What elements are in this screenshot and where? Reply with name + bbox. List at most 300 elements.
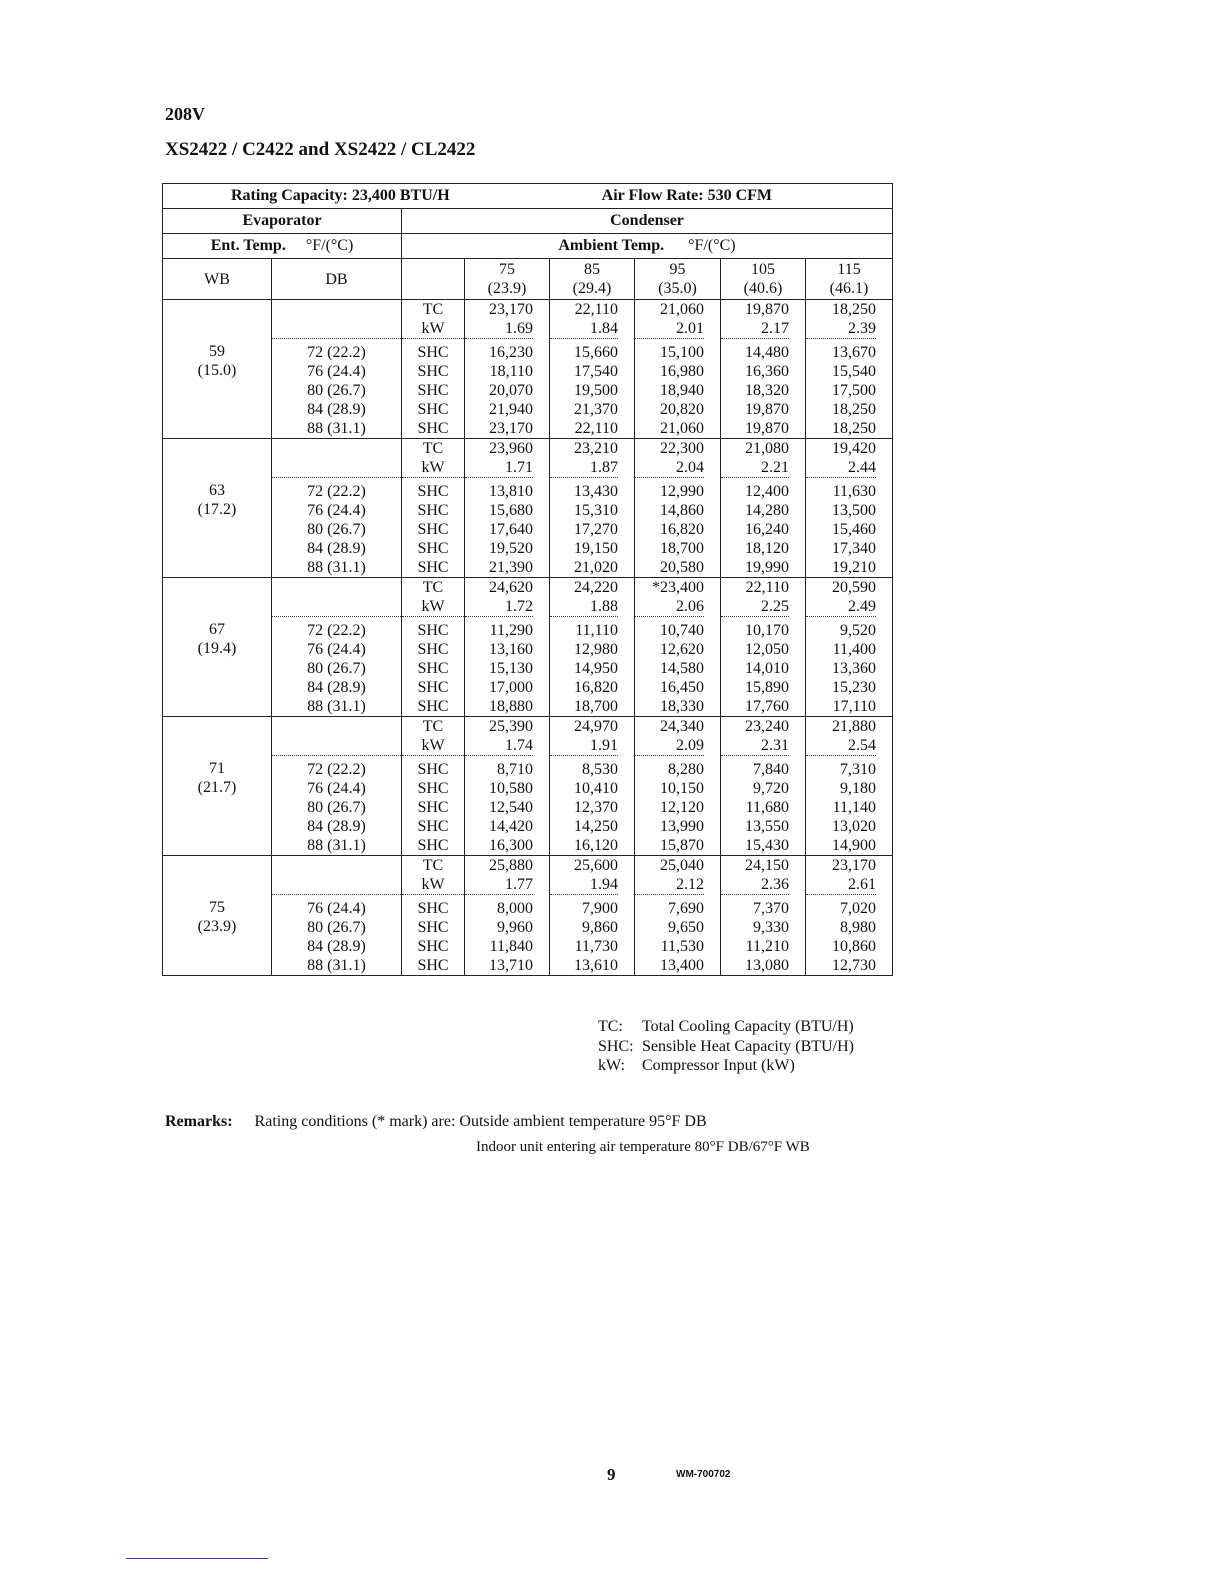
evaporator-header: Evaporator bbox=[163, 209, 402, 234]
shc-value: 9,720 bbox=[753, 780, 789, 797]
kw-value: 1.91 bbox=[550, 736, 618, 756]
kw-label: kW bbox=[402, 736, 464, 756]
shc-value: 12,370 bbox=[574, 799, 618, 816]
db-cell bbox=[272, 300, 402, 439]
db-value: 76 (24.4) bbox=[307, 780, 366, 797]
value-cell bbox=[806, 300, 893, 439]
kw-value: 2.09 bbox=[635, 736, 704, 756]
shc-value: 11,530 bbox=[660, 938, 704, 955]
tc-label: TC bbox=[422, 579, 444, 596]
shc-value: 9,330 bbox=[753, 919, 789, 936]
shc-value: 12,540 bbox=[489, 799, 533, 816]
shc-value: 15,660 bbox=[574, 344, 618, 361]
db-value: 88 (31.1) bbox=[307, 559, 366, 576]
ambient-temp-unit: °F/(°C) bbox=[688, 237, 736, 254]
shc-value: 11,210 bbox=[745, 938, 789, 955]
shc-label: SHC bbox=[417, 679, 449, 696]
shc-label: SHC bbox=[417, 502, 449, 519]
shc-value: 13,500 bbox=[832, 502, 876, 519]
shc-value: 17,270 bbox=[574, 521, 618, 538]
db-value: 88 (31.1) bbox=[307, 957, 366, 974]
shc-value: 17,540 bbox=[574, 363, 618, 380]
shc-value: 17,110 bbox=[832, 698, 876, 715]
ambient-col-c: (40.6) bbox=[743, 280, 783, 297]
tc-value: 19,420 bbox=[832, 440, 876, 457]
db-value: 88 (31.1) bbox=[307, 698, 366, 715]
tc-value: 25,390 bbox=[489, 718, 533, 735]
legend-key: SHC: bbox=[598, 1037, 634, 1055]
spacer-line bbox=[272, 319, 401, 339]
value-cell bbox=[721, 300, 806, 439]
shc-value: 13,810 bbox=[489, 483, 533, 500]
value-cell bbox=[635, 439, 721, 578]
shc-label: SHC bbox=[417, 483, 449, 500]
shc-label: SHC bbox=[417, 401, 449, 418]
ambient-col-header bbox=[806, 259, 893, 300]
shc-label: SHC bbox=[417, 837, 449, 854]
kw-value: 2.25 bbox=[721, 597, 789, 617]
shc-label: SHC bbox=[417, 559, 449, 576]
shc-value: 20,820 bbox=[660, 401, 704, 418]
shc-label: SHC bbox=[417, 622, 449, 639]
shc-value: 15,680 bbox=[489, 502, 533, 519]
air-flow-rate: Air Flow Rate: 530 CFM bbox=[601, 187, 772, 204]
shc-value: 17,760 bbox=[745, 698, 789, 715]
kw-value: 1.88 bbox=[550, 597, 618, 617]
shc-value: 12,730 bbox=[832, 957, 876, 974]
tc-value: 23,210 bbox=[574, 440, 618, 457]
shc-value: 20,070 bbox=[489, 382, 533, 399]
shc-value: 19,870 bbox=[745, 401, 789, 418]
shc-value: 11,110 bbox=[575, 622, 618, 639]
shc-value: 7,900 bbox=[582, 900, 618, 917]
legend-desc: Compressor Input (kW) bbox=[642, 1057, 795, 1074]
wb-c: (15.0) bbox=[197, 362, 237, 379]
spacer-line bbox=[163, 300, 271, 319]
shc-value: 23,170 bbox=[489, 420, 533, 437]
wb-f: 71 bbox=[209, 760, 225, 777]
shc-value: 7,690 bbox=[668, 900, 704, 917]
shc-label: SHC bbox=[417, 382, 449, 399]
shc-value: 13,710 bbox=[489, 957, 533, 974]
tc-value: 23,170 bbox=[832, 857, 876, 874]
shc-label: SHC bbox=[417, 363, 449, 380]
kw-value: 1.72 bbox=[465, 597, 533, 617]
shc-value: 16,240 bbox=[745, 521, 789, 538]
shc-value: 9,960 bbox=[497, 919, 533, 936]
value-cell bbox=[721, 578, 806, 717]
shc-value: 9,860 bbox=[582, 919, 618, 936]
tc-value: 21,060 bbox=[660, 301, 704, 318]
shc-value: 13,550 bbox=[745, 818, 789, 835]
shc-value: 9,650 bbox=[668, 919, 704, 936]
kw-value: 2.12 bbox=[635, 875, 704, 895]
shc-value: 11,840 bbox=[489, 938, 533, 955]
tc-value: 23,170 bbox=[489, 301, 533, 318]
value-cell bbox=[465, 717, 550, 856]
wb-group-row bbox=[163, 300, 893, 439]
kw-value: 2.44 bbox=[806, 458, 876, 478]
value-cell bbox=[806, 439, 893, 578]
shc-value: 16,450 bbox=[660, 679, 704, 696]
shc-value: 11,290 bbox=[489, 622, 533, 639]
db-value: 72 (22.2) bbox=[307, 344, 366, 361]
rating-capacity: Rating Capacity: 23,400 BTU/H bbox=[231, 187, 450, 204]
db-cell bbox=[272, 578, 402, 717]
shc-value: 14,950 bbox=[574, 660, 618, 677]
value-cell bbox=[806, 856, 893, 976]
shc-value: 16,230 bbox=[489, 344, 533, 361]
shc-value: 22,110 bbox=[574, 420, 618, 437]
wb-cell bbox=[163, 856, 272, 976]
type-cell bbox=[402, 439, 465, 578]
spacer-line bbox=[272, 597, 401, 617]
wb-cell bbox=[163, 300, 272, 439]
tc-value: 23,240 bbox=[745, 718, 789, 735]
kw-value: 2.01 bbox=[635, 319, 704, 339]
shc-value: 16,360 bbox=[745, 363, 789, 380]
shc-value: 11,400 bbox=[832, 641, 876, 658]
ent-temp-unit: °F/(°C) bbox=[305, 237, 354, 254]
shc-label: SHC bbox=[417, 521, 449, 538]
type-cell bbox=[402, 856, 465, 976]
shc-value: 19,150 bbox=[574, 540, 618, 557]
type-cell bbox=[402, 578, 465, 717]
shc-value: 12,990 bbox=[660, 483, 704, 500]
wb-f: 67 bbox=[209, 621, 225, 638]
db-cell bbox=[272, 717, 402, 856]
shc-value: 19,210 bbox=[832, 559, 876, 576]
tc-value: 24,620 bbox=[489, 579, 533, 596]
ent-temp-header bbox=[163, 234, 402, 259]
shc-value: 8,280 bbox=[668, 761, 704, 778]
shc-value: 7,020 bbox=[840, 900, 876, 917]
tc-value: *23,400 bbox=[652, 579, 704, 596]
db-cell bbox=[272, 439, 402, 578]
shc-value: 8,980 bbox=[840, 919, 876, 936]
value-cell bbox=[806, 578, 893, 717]
shc-label: SHC bbox=[417, 900, 449, 917]
shc-value: 14,860 bbox=[660, 502, 704, 519]
tc-value: 22,110 bbox=[745, 579, 789, 596]
kw-value: 2.21 bbox=[721, 458, 789, 478]
kw-value: 2.61 bbox=[806, 875, 876, 895]
db-value: 80 (26.7) bbox=[307, 382, 366, 399]
shc-value: 18,700 bbox=[574, 698, 618, 715]
ent-temp-label: Ent. Temp. bbox=[210, 237, 286, 254]
remarks-line-2: Indoor unit entering air temperature 80°F DB/67°F WB bbox=[476, 1139, 810, 1155]
shc-value: 21,370 bbox=[574, 401, 618, 418]
db-value: 80 (26.7) bbox=[307, 919, 366, 936]
shc-value: 19,870 bbox=[745, 420, 789, 437]
tc-label: TC bbox=[422, 857, 444, 874]
shc-value: 15,130 bbox=[489, 660, 533, 677]
shc-value: 7,840 bbox=[753, 761, 789, 778]
remarks-line-1: Rating conditions (* mark) are: Outside ambient temperature 95°F DB bbox=[254, 1113, 707, 1130]
legend-item bbox=[598, 1017, 854, 1037]
db-value: 84 (28.9) bbox=[307, 679, 366, 696]
tc-value: 18,250 bbox=[832, 301, 876, 318]
legend-desc: Total Cooling Capacity (BTU/H) bbox=[642, 1018, 854, 1035]
db-value: 76 (24.4) bbox=[307, 641, 366, 658]
shc-value: 12,120 bbox=[660, 799, 704, 816]
shc-value: 12,400 bbox=[745, 483, 789, 500]
legend bbox=[598, 1017, 854, 1076]
kw-value: 1.69 bbox=[465, 319, 533, 339]
shc-value: 10,170 bbox=[745, 622, 789, 639]
shc-value: 9,520 bbox=[840, 622, 876, 639]
shc-value: 13,430 bbox=[574, 483, 618, 500]
shc-value: 19,500 bbox=[574, 382, 618, 399]
db-value: 76 (24.4) bbox=[307, 502, 366, 519]
shc-value: 21,390 bbox=[489, 559, 533, 576]
shc-value: 14,250 bbox=[574, 818, 618, 835]
kw-value: 2.06 bbox=[635, 597, 704, 617]
rating-row bbox=[163, 184, 893, 209]
kw-label: kW bbox=[402, 597, 464, 617]
shc-value: 19,520 bbox=[489, 540, 533, 557]
wb-group-row bbox=[163, 439, 893, 578]
shc-value: 18,320 bbox=[745, 382, 789, 399]
kw-value: 1.87 bbox=[550, 458, 618, 478]
remarks bbox=[165, 1113, 707, 1131]
shc-value: 14,420 bbox=[489, 818, 533, 835]
spacer-line bbox=[272, 300, 401, 319]
kw-value: 1.74 bbox=[465, 736, 533, 756]
shc-label: SHC bbox=[417, 818, 449, 835]
kw-value: 1.71 bbox=[465, 458, 533, 478]
kw-value: 2.54 bbox=[806, 736, 876, 756]
shc-value: 13,360 bbox=[832, 660, 876, 677]
value-cell bbox=[550, 856, 635, 976]
wb-c: (23.9) bbox=[197, 918, 237, 935]
shc-label: SHC bbox=[417, 938, 449, 955]
legend-item bbox=[598, 1056, 854, 1076]
ambient-col-c: (46.1) bbox=[829, 280, 869, 297]
value-cell bbox=[721, 439, 806, 578]
ambient-col-header bbox=[465, 259, 550, 300]
shc-value: 14,280 bbox=[745, 502, 789, 519]
value-cell bbox=[550, 300, 635, 439]
type-cell bbox=[402, 300, 465, 439]
voltage-heading: 208V bbox=[165, 104, 205, 124]
tc-value: 22,300 bbox=[660, 440, 704, 457]
value-cell bbox=[635, 717, 721, 856]
kw-value: 2.17 bbox=[721, 319, 789, 339]
shc-value: 10,410 bbox=[574, 780, 618, 797]
wb-group-row bbox=[163, 856, 893, 976]
db-value: 76 (24.4) bbox=[307, 900, 366, 917]
shc-value: 18,250 bbox=[832, 401, 876, 418]
legend-item bbox=[598, 1037, 854, 1057]
ambient-col-f: 85 bbox=[584, 261, 600, 278]
shc-value: 19,990 bbox=[745, 559, 789, 576]
value-cell bbox=[721, 717, 806, 856]
shc-value: 16,980 bbox=[660, 363, 704, 380]
value-cell bbox=[635, 578, 721, 717]
shc-value: 13,160 bbox=[489, 641, 533, 658]
shc-value: 18,120 bbox=[745, 540, 789, 557]
tc-value: 25,600 bbox=[574, 857, 618, 874]
tc-label: TC bbox=[422, 440, 444, 457]
value-cell bbox=[550, 717, 635, 856]
shc-value: 13,400 bbox=[660, 957, 704, 974]
shc-value: 15,890 bbox=[745, 679, 789, 696]
condenser-header: Condenser bbox=[402, 209, 893, 234]
shc-value: 11,730 bbox=[574, 938, 618, 955]
wb-header: WB bbox=[163, 259, 272, 300]
shc-label: SHC bbox=[417, 344, 449, 361]
db-value: 80 (26.7) bbox=[307, 521, 366, 538]
tc-label: TC bbox=[422, 301, 444, 318]
db-value: 80 (26.7) bbox=[307, 799, 366, 816]
wb-f: 75 bbox=[209, 899, 225, 916]
legend-key: TC: bbox=[598, 1018, 623, 1035]
db-value: 72 (22.2) bbox=[307, 622, 366, 639]
shc-value: 7,310 bbox=[840, 761, 876, 778]
shc-value: 10,150 bbox=[660, 780, 704, 797]
kw-label: kW bbox=[402, 458, 464, 478]
shc-value: 13,020 bbox=[832, 818, 876, 835]
shc-value: 15,540 bbox=[832, 363, 876, 380]
shc-value: 18,700 bbox=[660, 540, 704, 557]
shc-value: 15,460 bbox=[832, 521, 876, 538]
spacer-line bbox=[163, 597, 271, 616]
spacer-line bbox=[272, 458, 401, 478]
wb-c: (17.2) bbox=[197, 501, 237, 518]
shc-value: 8,710 bbox=[497, 761, 533, 778]
shc-value: 8,000 bbox=[497, 900, 533, 917]
value-cell bbox=[465, 578, 550, 717]
shc-value: 10,860 bbox=[832, 938, 876, 955]
spacer-line bbox=[272, 717, 401, 736]
db-value: 72 (22.2) bbox=[307, 761, 366, 778]
shc-label: SHC bbox=[417, 660, 449, 677]
value-cell bbox=[635, 300, 721, 439]
shc-value: 16,300 bbox=[489, 837, 533, 854]
db-value: 72 (22.2) bbox=[307, 483, 366, 500]
kw-value: 2.39 bbox=[806, 319, 876, 339]
db-value: 84 (28.9) bbox=[307, 818, 366, 835]
shc-value: 15,230 bbox=[832, 679, 876, 696]
legend-key: kW: bbox=[598, 1057, 625, 1074]
spacer-line bbox=[163, 578, 271, 597]
ambient-col-c: (35.0) bbox=[658, 280, 697, 297]
model-title: XS2422 / C2422 and XS2422 / CL2422 bbox=[165, 139, 476, 160]
shc-value: 20,580 bbox=[660, 559, 704, 576]
tc-value: 23,960 bbox=[489, 440, 533, 457]
kw-value: 1.77 bbox=[465, 875, 533, 895]
page-number: 9 bbox=[607, 1465, 616, 1484]
ambient-col-header bbox=[550, 259, 635, 300]
shc-value: 17,500 bbox=[832, 382, 876, 399]
kw-label: kW bbox=[402, 875, 464, 895]
document-id: WM-700702 bbox=[676, 1469, 731, 1480]
shc-label: SHC bbox=[417, 780, 449, 797]
kw-value: 2.36 bbox=[721, 875, 789, 895]
db-value: 76 (24.4) bbox=[307, 363, 366, 380]
wb-c: (19.4) bbox=[197, 640, 237, 657]
tc-value: 24,220 bbox=[574, 579, 618, 596]
shc-value: 11,140 bbox=[832, 799, 876, 816]
shc-label: SHC bbox=[417, 420, 449, 437]
ambient-col-c: (29.4) bbox=[572, 280, 612, 297]
shc-value: 14,010 bbox=[745, 660, 789, 677]
db-value: 88 (31.1) bbox=[307, 420, 366, 437]
footer-rule bbox=[126, 1558, 268, 1559]
shc-value: 7,370 bbox=[753, 900, 789, 917]
wb-group-row bbox=[163, 578, 893, 717]
value-cell bbox=[465, 439, 550, 578]
wb-f: 59 bbox=[209, 343, 225, 360]
shc-value: 10,580 bbox=[489, 780, 533, 797]
wb-f: 63 bbox=[209, 482, 225, 499]
legend-desc: Sensible Heat Capacity (BTU/H) bbox=[642, 1037, 854, 1055]
shc-value: 12,980 bbox=[574, 641, 618, 658]
shc-value: 18,110 bbox=[489, 363, 533, 380]
spacer-line bbox=[163, 458, 271, 477]
ambient-temp-label: Ambient Temp. bbox=[558, 237, 665, 254]
value-cell bbox=[465, 856, 550, 976]
kw-value: 2.49 bbox=[806, 597, 876, 617]
shc-value: 17,340 bbox=[832, 540, 876, 557]
shc-value: 11,680 bbox=[745, 799, 789, 816]
kw-value: 2.04 bbox=[635, 458, 704, 478]
shc-value: 13,670 bbox=[832, 344, 876, 361]
wb-cell bbox=[163, 439, 272, 578]
spacer-line bbox=[272, 875, 401, 895]
shc-value: 12,050 bbox=[745, 641, 789, 658]
ambient-col-header bbox=[635, 259, 721, 300]
type-header bbox=[402, 259, 465, 300]
shc-value: 15,310 bbox=[574, 502, 618, 519]
db-cell bbox=[272, 856, 402, 976]
shc-value: 15,430 bbox=[745, 837, 789, 854]
shc-value: 16,120 bbox=[574, 837, 618, 854]
spacer-line bbox=[272, 856, 401, 875]
ambient-col-f: 95 bbox=[669, 261, 686, 278]
shc-value: 13,080 bbox=[745, 957, 789, 974]
spacer-line bbox=[163, 439, 271, 458]
spacer-line bbox=[272, 439, 401, 458]
shc-label: SHC bbox=[417, 919, 449, 936]
spacer-line bbox=[163, 736, 271, 755]
tc-value: 24,150 bbox=[745, 857, 789, 874]
shc-value: 17,000 bbox=[489, 679, 533, 696]
db-value: 84 (28.9) bbox=[307, 401, 366, 418]
shc-value: 17,640 bbox=[489, 521, 533, 538]
spacer-line bbox=[163, 319, 271, 338]
db-header: DB bbox=[272, 259, 402, 300]
shc-value: 10,740 bbox=[660, 622, 704, 639]
kw-label: kW bbox=[402, 319, 464, 339]
db-value: 80 (26.7) bbox=[307, 660, 366, 677]
db-value: 84 (28.9) bbox=[307, 540, 366, 557]
shc-value: 13,990 bbox=[660, 818, 704, 835]
shc-value: 15,100 bbox=[660, 344, 704, 361]
shc-value: 13,610 bbox=[574, 957, 618, 974]
value-cell bbox=[806, 717, 893, 856]
ambient-col-f: 75 bbox=[499, 261, 515, 278]
shc-value: 21,940 bbox=[489, 401, 533, 418]
kw-value: 2.31 bbox=[721, 736, 789, 756]
db-value: 84 (28.9) bbox=[307, 938, 366, 955]
shc-label: SHC bbox=[417, 698, 449, 715]
tc-value: 19,870 bbox=[745, 301, 789, 318]
shc-value: 18,880 bbox=[489, 698, 533, 715]
shc-label: SHC bbox=[417, 799, 449, 816]
shc-label: SHC bbox=[417, 540, 449, 557]
